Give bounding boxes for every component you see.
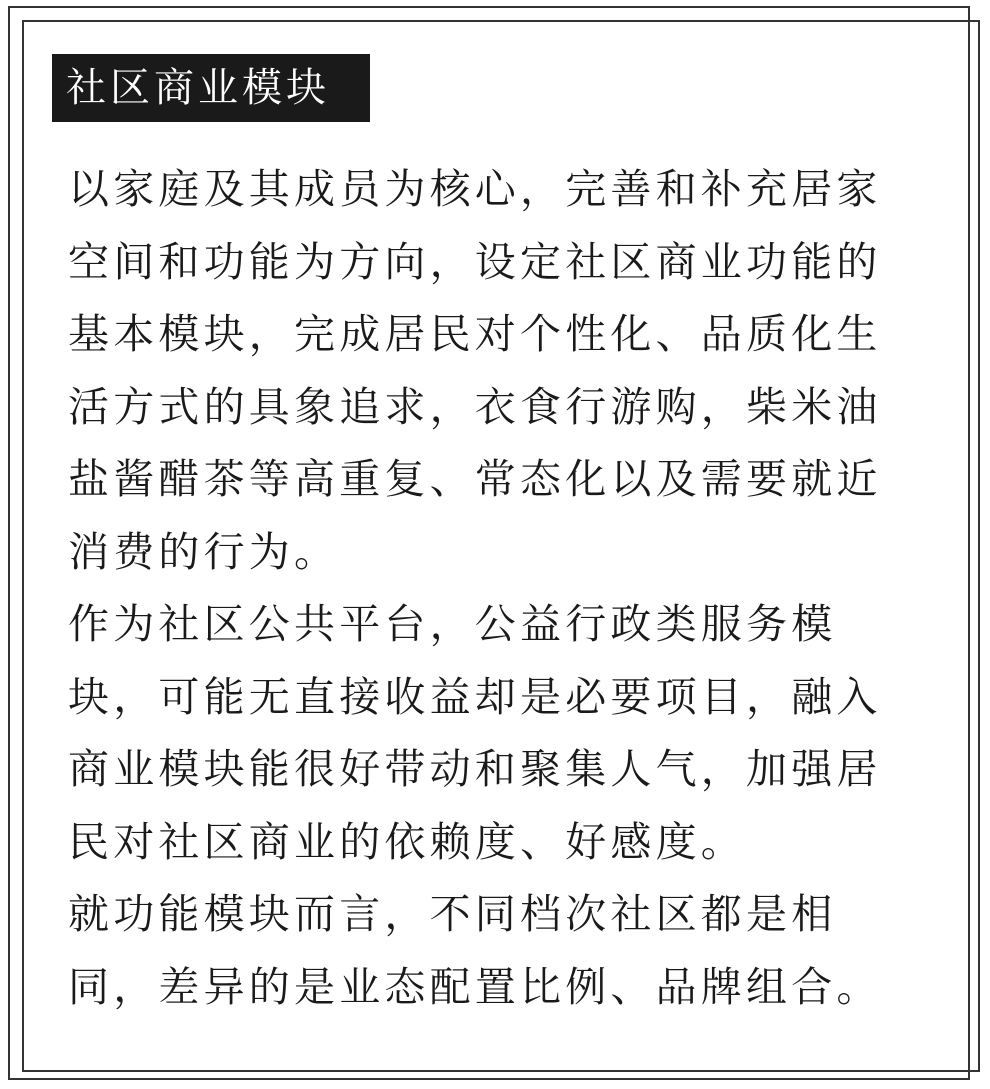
text-line: 空间和功能为方向，设定社区商业功能的: [68, 237, 882, 286]
body-text: [68, 153, 948, 1023]
text-line: 民对社区商业的依赖度、好感度。: [68, 817, 746, 866]
text-line: 基本模块，完成居民对个性化、品质化生: [68, 310, 882, 358]
section-heading: 社区商业模块: [52, 54, 370, 122]
text-line: 盐酱醋茶等高重复、常态化以及需要就近: [68, 455, 882, 503]
text-line: 作为社区公共平台，公益行政类服务模: [68, 600, 837, 648]
text-line: 块，可能无直接收益却是必要项目，融入: [68, 672, 882, 721]
text-line: 消费的行为。: [68, 527, 340, 576]
text-line: 商业模块能很好带动和聚集人气，加强居: [68, 745, 882, 793]
text-line: 活方式的具象追求，衣食行游购，柴米油: [68, 382, 882, 431]
text-line: 以家庭及其成员为核心，完善和补充居家: [68, 165, 882, 213]
text-line: 就功能模块而言，不同档次社区都是相: [68, 890, 837, 938]
text-line: 同，差异的是业态配置比例、品牌组合。: [68, 962, 882, 1011]
